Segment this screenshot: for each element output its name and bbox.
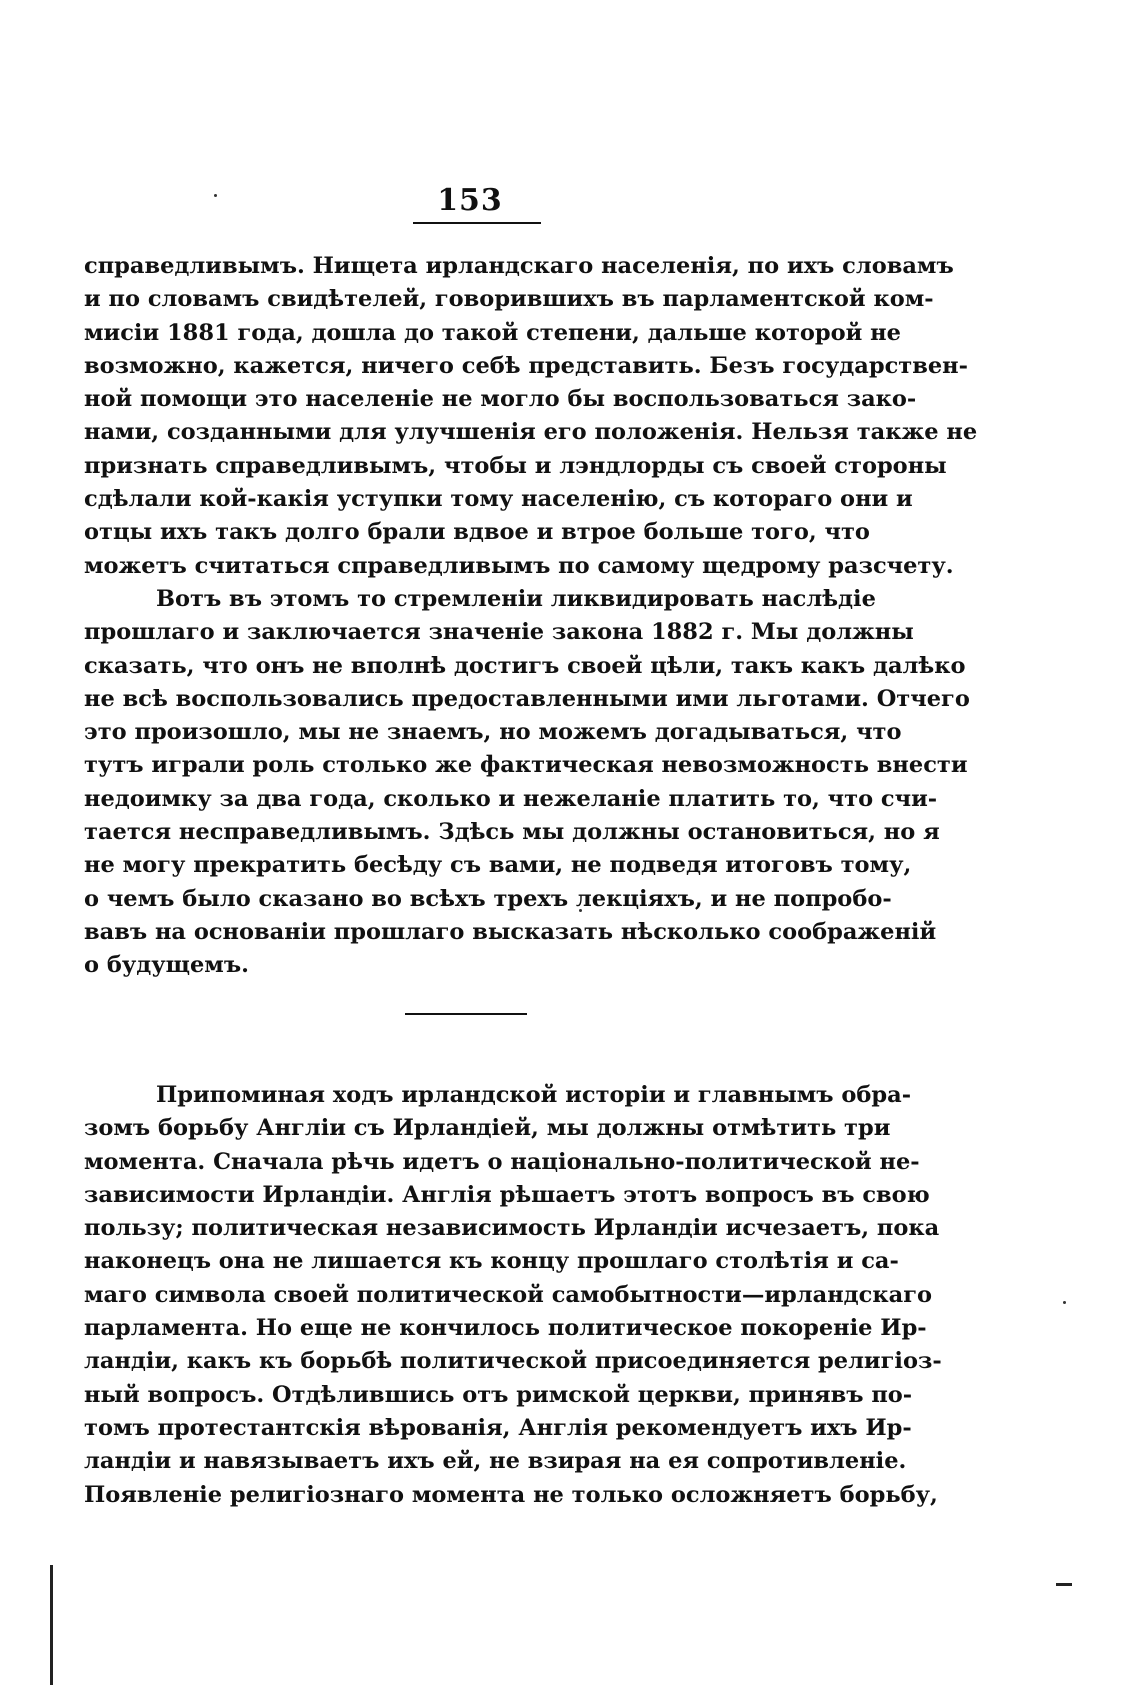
text-line: момента. Сначала рѣчь идетъ о національно-политической не-	[84, 1148, 920, 1175]
text-line: тается несправедливымъ. Здѣсь мы должны остановиться, но я	[84, 819, 940, 846]
text-line: недоимку за два года, сколько и нежеланіе платить то, что счи-	[84, 785, 938, 812]
text-line: сдѣлали кой-какія уступки тому населенію, съ котораго они и	[84, 486, 913, 513]
text-line: это произошло, мы не знаемъ, но можемъ догадываться, что	[84, 719, 902, 746]
text-line: пользу; политическая независимость Ирландіи исчезаетъ, пока	[84, 1215, 940, 1242]
page-number: 153	[437, 183, 503, 218]
text-line: Припоминая ходъ ирландской исторіи и главнымъ обра-	[156, 1082, 912, 1108]
text-line: о чемъ было сказано во всѣхъ трехъ лекціяхъ, и не попробо-	[84, 885, 892, 912]
text-line: зависимости Ирландіи. Англія рѣшаетъ этотъ вопросъ въ свою	[84, 1181, 930, 1208]
text-line: и по словамъ свидѣтелей, говорившихъ въ парламентской ком-	[84, 286, 934, 313]
text-line: можетъ считаться справедливымъ по самому щедрому разсчету.	[84, 552, 954, 579]
text-line: вавъ на основаніи прошлаго высказать нѣсколько соображеній	[84, 918, 937, 945]
text-line: зомъ борьбу Англіи съ Ирландіей, мы должны отмѣтить три	[84, 1115, 891, 1142]
text-line: наконецъ она не лишается къ концу прошлаго столѣтія и са-	[84, 1248, 899, 1275]
text-line: маго символа своей политической самобытности—ирландскаго	[84, 1281, 932, 1308]
text-line: томъ протестантскія вѣрованія, Англія рекомендуетъ ихъ Ир-	[84, 1414, 912, 1441]
text-line: прошлаго и заключается значеніе закона 1882 г. Мы должны	[84, 619, 914, 646]
text-line: тутъ играли роль столько же фактическая невозможность внести	[84, 752, 968, 779]
text-line: отцы ихъ такъ долго брали вдвое и втрое больше того, что	[84, 519, 870, 546]
paragraph-3	[84, 1079, 942, 1512]
text-line: парламента. Но еще не кончилось политическое покореніе Ир-	[84, 1315, 927, 1342]
text-line: ландіи, какъ къ борьбѣ политической присоединяется религіоз-	[84, 1348, 942, 1375]
paragraph-2	[84, 583, 970, 983]
text-line: не всѣ воспользовались предоставленными ими льготами. Отчего	[84, 685, 970, 712]
text-line: возможно, кажется, ничего себѣ представить. Безъ государствен-	[84, 352, 968, 379]
text-line: Вотъ въ этомъ то стремленіи ликвидировать наслѣдіе	[156, 586, 876, 612]
text-line: мисіи 1881 года, дошла до такой степени, дальше которой не	[84, 319, 901, 346]
text-line: не могу прекратить бесѣду съ вами, не подведя итоговъ тому,	[84, 852, 912, 879]
page-number-rule	[413, 222, 541, 224]
paragraph-1	[84, 250, 978, 583]
text-line: ландіи и навязываетъ ихъ ей, не взирая на ея сопротивленіе.	[84, 1448, 907, 1475]
text-line: ный вопросъ. Отдѣлившись отъ римской церкви, принявъ по-	[84, 1381, 913, 1408]
text-line: справедливымъ. Нищета ирландскаго населенія, по ихъ словамъ	[84, 253, 954, 279]
scan-edge-mark	[50, 1565, 53, 1685]
text-line: сказать, что онъ не вполнѣ достигъ своей цѣли, такъ какъ далѣко	[84, 652, 966, 679]
section-divider	[405, 1013, 527, 1015]
text-line: о будущемъ.	[84, 952, 249, 979]
text-line: Появленіе религіознаго момента не только осложняетъ борьбу,	[84, 1481, 938, 1508]
text-line: нами, созданными для улучшенія его положенія. Нельзя также не	[84, 419, 978, 446]
text-line: ной помощи это населеніе не могло бы воспользоваться зако-	[84, 386, 917, 413]
scan-speck	[1063, 1301, 1066, 1304]
text-line: признать справедливымъ, чтобы и лэндлорды съ своей стороны	[84, 452, 947, 479]
scan-edge-mark	[1056, 1583, 1072, 1586]
